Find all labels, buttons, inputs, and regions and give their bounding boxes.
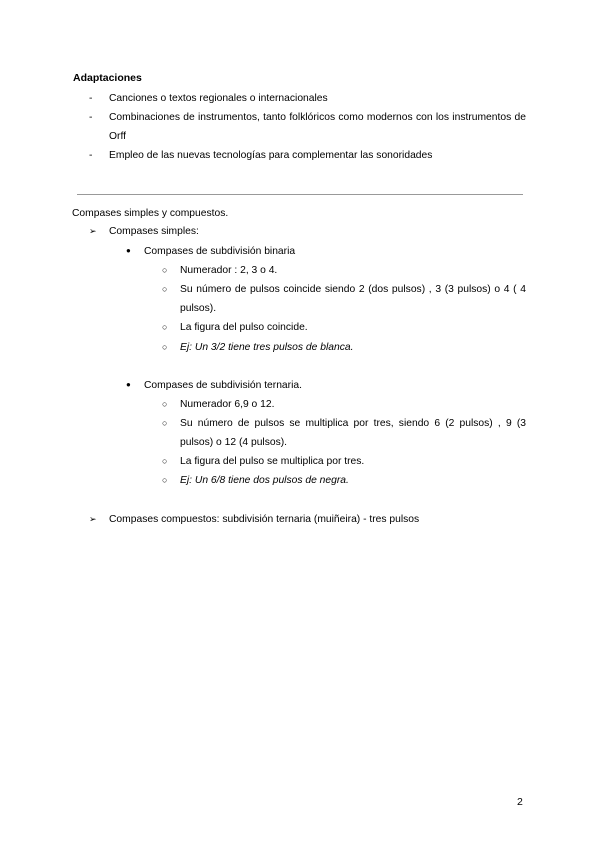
horizontal-divider	[77, 194, 523, 195]
adaptaciones-heading: Adaptaciones	[73, 72, 142, 84]
list-item	[89, 146, 526, 165]
ternaria-label: Compases de subdivisión ternaria.	[144, 380, 302, 391]
list-item	[162, 395, 526, 414]
list-item-text: Empleo de las nuevas tecnologías para complementar las sonoridades	[109, 150, 433, 161]
compases-title: Compases simples y compuestos.	[72, 208, 229, 219]
list-item	[89, 108, 526, 146]
list-item	[126, 241, 295, 261]
list-item-text: La figura del pulso se multiplica por tres.	[180, 456, 365, 467]
list-item-text: Su número de pulsos coincide siendo 2 (dos pulsos) , 3 (3 pulsos) o 4 ( 4 pulsos).	[180, 284, 526, 314]
arrow-marker: ➢	[89, 514, 97, 524]
circle-marker: ○	[162, 418, 168, 428]
dash-marker: -	[89, 93, 93, 104]
circle-marker: ○	[162, 322, 168, 332]
list-item	[89, 89, 526, 108]
list-item	[162, 261, 526, 280]
binaria-label: Compases de subdivisión binaria	[144, 246, 296, 257]
list-item	[126, 375, 302, 395]
circle-marker: ○	[162, 342, 168, 352]
example-text: Ej: Un 3/2 tiene tres pulsos de blanca.	[180, 342, 354, 353]
list-item-text: Su número de pulsos se multiplica por tres, siendo 6 (2 pulsos) , 9 (3 pulsos) o 12 (4 pulsos).	[180, 418, 526, 448]
bullet-marker: ●	[126, 380, 131, 389]
compases-simples-label: Compases simples:	[109, 226, 199, 237]
list-item-text: Combinaciones de instrumentos, tanto folklóricos como modernos con los instrumentos de Orff	[109, 112, 526, 142]
circle-marker: ○	[162, 284, 168, 294]
list-item	[162, 338, 526, 357]
list-item-text: La figura del pulso coincide.	[180, 322, 308, 333]
list-item	[162, 280, 526, 318]
example-text: Ej: Un 6/8 tiene dos pulsos de negra.	[180, 475, 349, 486]
list-item	[162, 318, 526, 337]
arrow-marker: ➢	[89, 226, 97, 236]
list-item	[162, 452, 526, 471]
list-item	[89, 510, 419, 529]
list-item	[162, 471, 526, 490]
list-item-text: Numerador : 2, 3 o 4.	[180, 265, 278, 276]
circle-marker: ○	[162, 475, 168, 485]
list-item-text: Numerador 6,9 o 12.	[180, 399, 275, 410]
list-item	[162, 414, 526, 452]
list-item	[89, 222, 199, 241]
dash-marker: -	[89, 112, 93, 123]
dash-marker: -	[89, 150, 93, 161]
circle-marker: ○	[162, 456, 168, 466]
circle-marker: ○	[162, 265, 168, 275]
circle-marker: ○	[162, 399, 168, 409]
bullet-marker: ●	[126, 246, 131, 255]
compases-compuestos-label: Compases compuestos: subdivisión ternaria (muiñeira) - tres pulsos	[109, 514, 420, 525]
list-item-text: Canciones o textos regionales o internacionales	[109, 93, 328, 104]
page-number: 2	[517, 796, 523, 808]
